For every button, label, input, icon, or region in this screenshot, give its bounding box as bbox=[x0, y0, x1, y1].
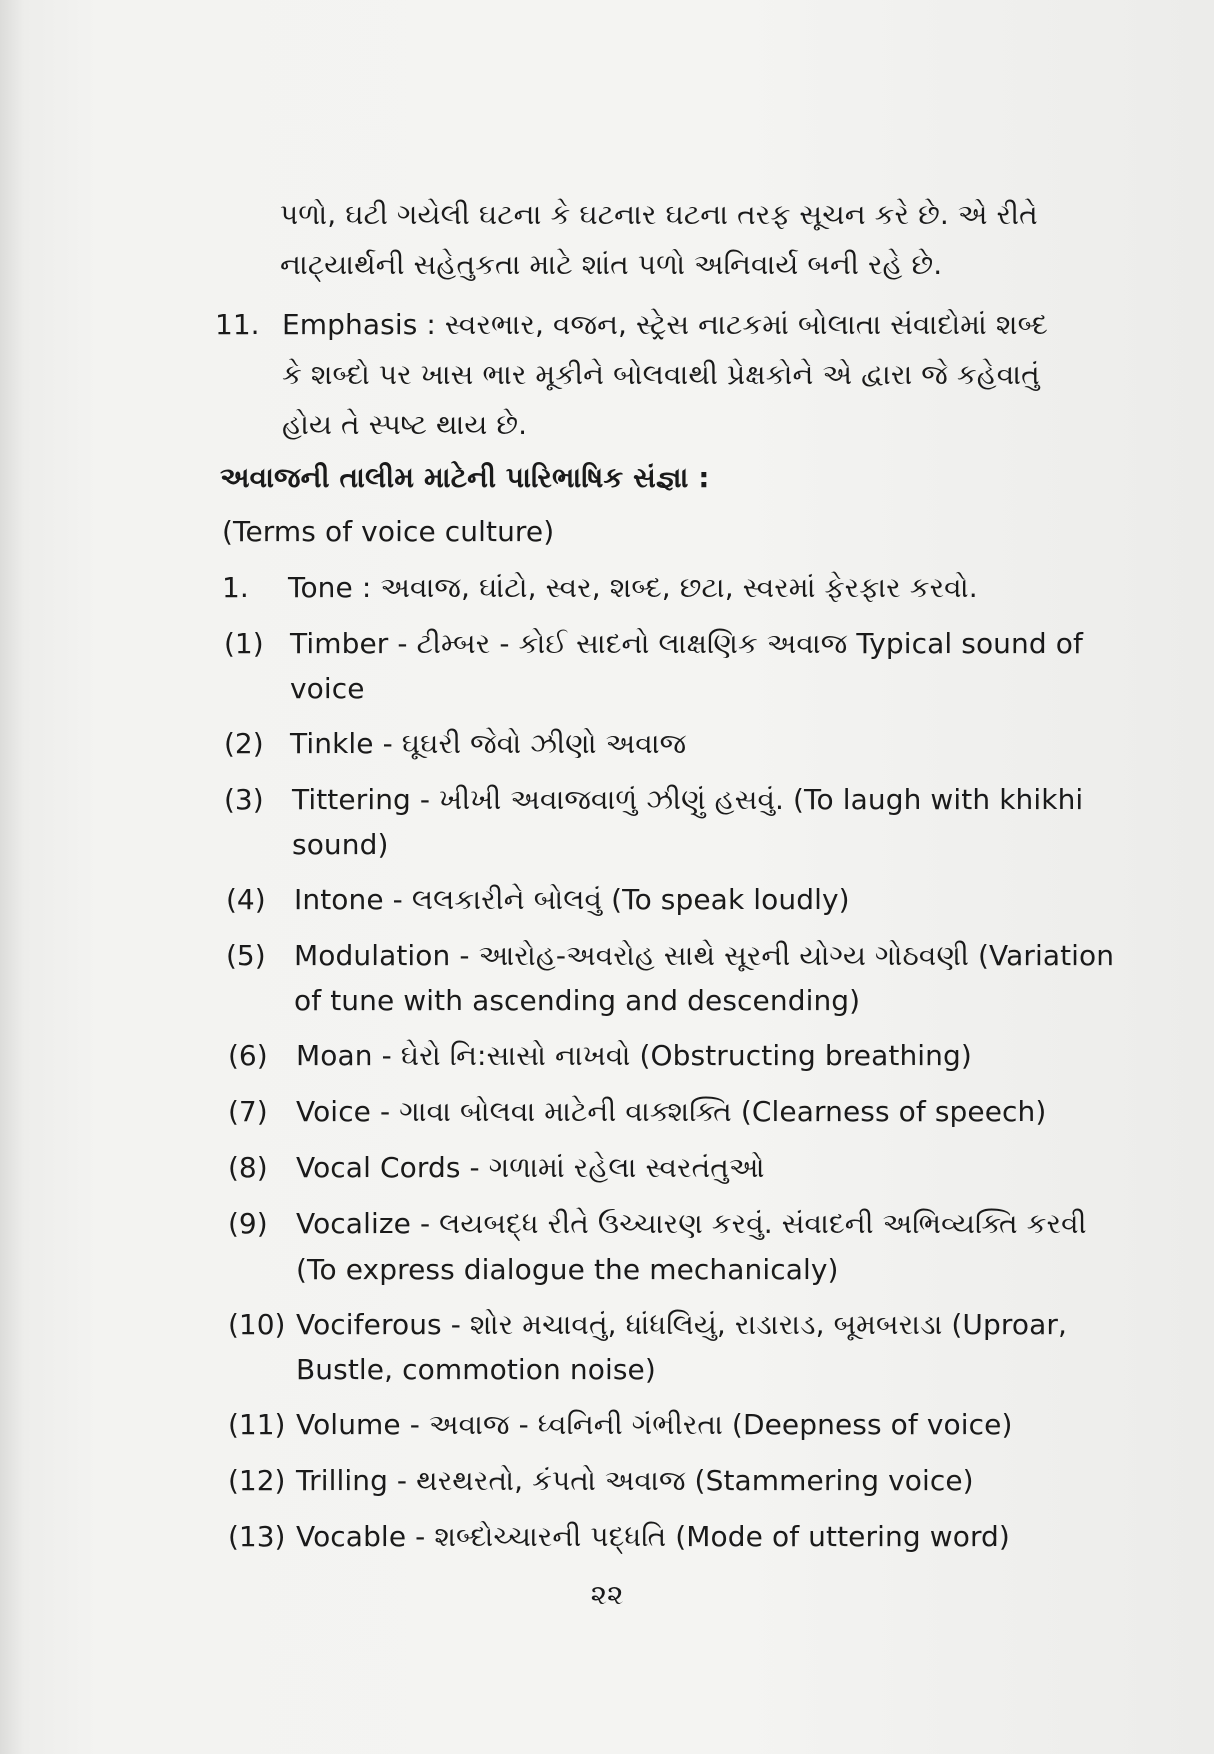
term-number: (2) bbox=[224, 727, 264, 760]
term-number: (13) bbox=[228, 1520, 286, 1553]
emphasis-number: 11. bbox=[215, 308, 260, 341]
emphasis-line-3: હોય તે સ્પષ્ટ થાય છે. bbox=[282, 408, 528, 441]
term-line: Voice - ગાવા બોલવા માટેની વાક્શક્તિ (Clearness of speech) bbox=[296, 1095, 1047, 1128]
term-line: Trilling - થરથરતો, કંપતો અવાજ (Stammering voice) bbox=[296, 1464, 974, 1497]
term-line: (To express dialogue the mechanicaly) bbox=[296, 1253, 839, 1286]
term-line: Modulation - આરોહ-અવરોહ સાથે સૂરની યોગ્ય ગોઠવણી (Variation bbox=[294, 939, 1115, 972]
term-line: Vocable - શબ્દોચ્ચારની પદ્ધતિ (Mode of uttering word) bbox=[296, 1520, 1010, 1553]
intro-line-1: પળો, ઘટી ગયેલી ઘટના કે ઘટનાર ઘટના તરફ સૂચન કરે છે. એ રીતે bbox=[280, 198, 1038, 231]
term-number: (5) bbox=[226, 939, 266, 972]
term-line: Tittering - ખીખી અવાજવાળું ઝીણું હસવું. (To laugh with khikhi bbox=[292, 783, 1084, 816]
term-number: (3) bbox=[224, 783, 264, 816]
term-line: Tinkle - ઘૂઘરી જેવો ઝીણો અવાજ bbox=[290, 727, 687, 760]
tone-text: Tone : અવાજ, ઘાંટો, સ્વર, શબ્દ, છટા, સ્વરમાં ફેરફાર કરવો. bbox=[288, 571, 978, 604]
term-line: Volume - અવાજ - ધ્વનિની ગંભીરતા (Deepness of voice) bbox=[296, 1408, 1013, 1441]
emphasis-line-1: Emphasis : સ્વરભાર, વજન, સ્ટ્રેસ નાટકમાં બોલાતા સંવાદોમાં શબ્દ bbox=[282, 308, 1048, 341]
term-line: Timber - ટીમ્બર - કોઈ સાદનો લાક્ષણિક અવાજ Typical sound of bbox=[290, 627, 1083, 660]
term-number: (11) bbox=[228, 1408, 286, 1441]
term-number: (1) bbox=[224, 627, 264, 660]
section-subheading: (Terms of voice culture) bbox=[222, 515, 555, 548]
term-line: sound) bbox=[292, 828, 389, 861]
term-line: Bustle, commotion noise) bbox=[296, 1353, 656, 1386]
term-line: Intone - લલકારીને બોલવું (To speak loudly) bbox=[294, 883, 850, 916]
term-line: Moan - ઘેરો નિ:સાસો નાખવો (Obstructing breathing) bbox=[296, 1039, 972, 1072]
term-number: (12) bbox=[228, 1464, 286, 1497]
term-number: (4) bbox=[226, 883, 266, 916]
term-line: Vocalize - લયબદ્ધ રીતે ઉચ્ચારણ કરવું. સંવાદની અભિવ્યક્તિ કરવી bbox=[296, 1207, 1087, 1240]
page-number: ૨૨ bbox=[590, 1578, 624, 1611]
term-number: (7) bbox=[228, 1095, 268, 1128]
term-line: Vociferous - શોર મચાવતું, ધાંધલિયું, રાડારાડ, બૂમબરાડા (Uproar, bbox=[296, 1308, 1067, 1341]
term-line: voice bbox=[290, 672, 365, 705]
term-number: (10) bbox=[228, 1308, 286, 1341]
term-line: Vocal Cords - ગળામાં રહેલા સ્વરતંતુઓ bbox=[296, 1151, 765, 1184]
emphasis-line-2: કે શબ્દો પર ખાસ ભાર મૂકીને બોલવાથી પ્રેક્ષકોને એ દ્વારા જે કહેવાતું bbox=[282, 358, 1040, 391]
intro-line-2: નાટ્યાર્થની સહેતુકતા માટે શાંત પળો અનિવાર્ય બની રહે છે. bbox=[280, 248, 943, 281]
term-number: (9) bbox=[228, 1207, 268, 1240]
section-heading: અવાજની તાલીમ માટેની પારિભાષિક સંજ્ઞા : bbox=[220, 461, 710, 494]
term-number: (8) bbox=[228, 1151, 268, 1184]
tone-number: 1. bbox=[222, 571, 249, 604]
term-number: (6) bbox=[228, 1039, 268, 1072]
term-line: of tune with ascending and descending) bbox=[294, 984, 861, 1017]
